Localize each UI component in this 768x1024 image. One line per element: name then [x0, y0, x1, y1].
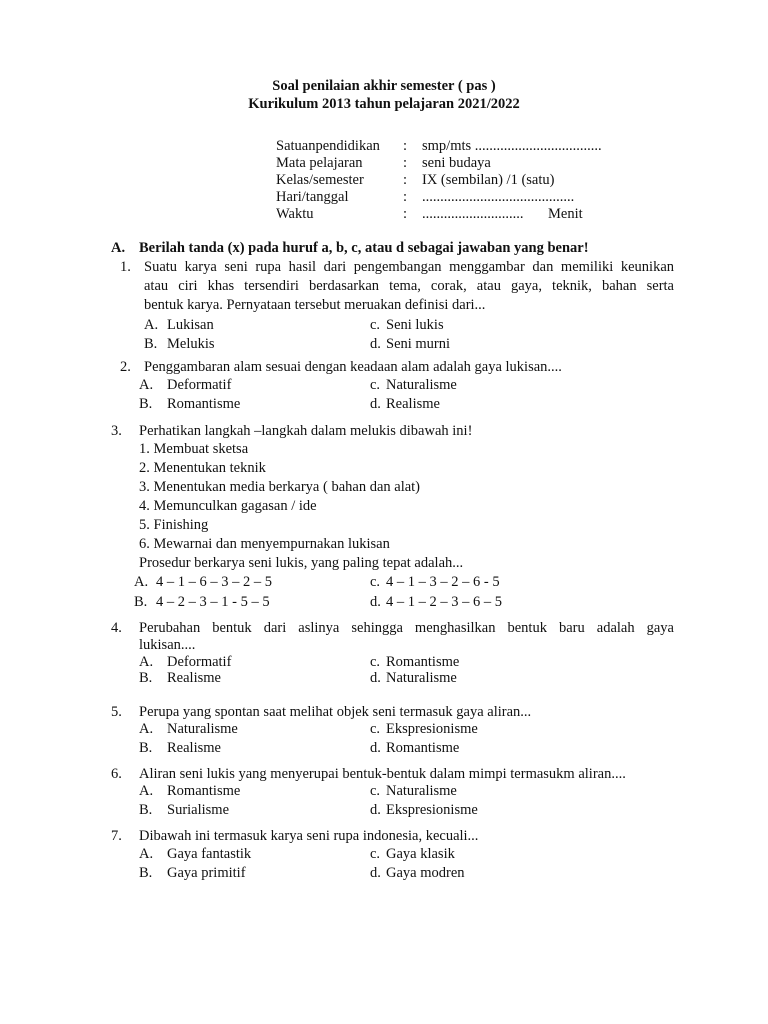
option-text[interactable]: Naturalisme — [386, 670, 457, 686]
option-letter[interactable]: A. — [144, 317, 159, 333]
question-text: Dibawah ini termasuk karya seni rupa indonesia, kecuali... — [139, 828, 479, 844]
question-text: Aliran seni lukis yang menyerupai bentuk-bentuk dalam mimpi termasukm aliran.... — [139, 766, 626, 782]
info-label-school: Satuanpendidikan — [276, 138, 380, 154]
option-letter[interactable]: d. — [370, 802, 381, 818]
info-sep: : — [403, 189, 408, 205]
step-item: 6. Mewarnai dan menyempurnakan lukisan — [139, 536, 390, 552]
option-text[interactable]: Deformatif — [167, 654, 232, 670]
option-letter[interactable]: A. — [139, 846, 154, 862]
option-text[interactable]: Naturalisme — [386, 783, 457, 799]
option-letter[interactable]: c. — [370, 574, 381, 590]
question-number: 7. — [111, 828, 122, 844]
info-value-date: .......................................... — [422, 189, 575, 205]
exam-title-line2: Kurikulum 2013 tahun pelajaran 2021/2022 — [248, 96, 520, 112]
info-label-class: Kelas/semester — [276, 172, 364, 188]
option-letter[interactable]: c. — [370, 317, 381, 333]
question-text: Perupa yang spontan saat melihat objek seni termasuk gaya aliran... — [139, 704, 532, 720]
option-text[interactable]: Gaya klasik — [386, 846, 455, 862]
question-number: 5. — [111, 704, 122, 720]
option-text[interactable]: 4 – 1 – 2 – 3 – 6 – 5 — [386, 594, 502, 610]
option-letter[interactable]: c. — [370, 654, 381, 670]
option-letter[interactable]: B. — [139, 802, 153, 818]
option-letter[interactable]: c. — [370, 846, 381, 862]
option-text[interactable]: Gaya primitif — [167, 865, 246, 881]
option-letter[interactable]: A. — [139, 783, 154, 799]
info-value-class: IX (sembilan) /1 (satu) — [422, 172, 555, 188]
option-letter[interactable]: A. — [139, 654, 154, 670]
option-text[interactable]: Melukis — [167, 336, 215, 352]
option-text[interactable]: Romantisme — [167, 396, 241, 412]
option-letter[interactable]: A. — [134, 574, 149, 590]
question-text: Suatu karya seni rupa hasil dari pengembangan menggambar dan memiliki keunikan — [144, 259, 674, 275]
option-letter[interactable]: d. — [370, 336, 381, 352]
info-sep: : — [403, 172, 408, 188]
step-item: 3. Menentukan media berkarya ( bahan dan alat) — [139, 479, 421, 495]
option-letter[interactable]: B. — [139, 865, 153, 881]
section-instruction: Berilah tanda (x) pada huruf a, b, c, atau d sebagai jawaban yang benar! — [139, 240, 589, 256]
option-letter[interactable]: B. — [134, 594, 148, 610]
option-text[interactable]: Lukisan — [167, 317, 214, 333]
info-value-subject: seni budaya — [422, 155, 491, 171]
info-value-time: ............................ — [422, 206, 524, 222]
option-text[interactable]: Romantisme — [386, 740, 460, 756]
option-letter[interactable]: B. — [144, 336, 158, 352]
step-item: 5. Finishing — [139, 517, 209, 533]
question-number: 6. — [111, 766, 122, 782]
option-letter[interactable]: d. — [370, 670, 381, 686]
option-letter[interactable]: d. — [370, 396, 381, 412]
option-text[interactable]: Seni lukis — [386, 317, 444, 333]
step-item: 1. Membuat sketsa — [139, 441, 249, 457]
option-text[interactable]: Surialisme — [167, 802, 230, 818]
info-sep: : — [403, 206, 408, 222]
info-label-time: Waktu — [276, 206, 314, 222]
option-text[interactable]: Deformatif — [167, 377, 232, 393]
option-letter[interactable]: c. — [370, 721, 381, 737]
info-label-date: Hari/tanggal — [276, 189, 349, 205]
info-sep: : — [403, 138, 408, 154]
question-number: 2. — [120, 359, 131, 375]
option-letter[interactable]: d. — [370, 740, 381, 756]
option-text[interactable]: Gaya modren — [386, 865, 465, 881]
question-text: bentuk karya. Pernyataan tersebut meruakan definisi dari... — [144, 297, 486, 313]
question-text: lukisan.... — [139, 637, 196, 653]
info-unit-time: Menit — [548, 206, 583, 222]
option-letter[interactable]: B. — [139, 670, 153, 686]
step-item: 2. Menentukan teknik — [139, 460, 266, 476]
option-letter[interactable]: d. — [370, 594, 381, 610]
option-text[interactable]: 4 – 1 – 6 – 3 – 2 – 5 — [156, 574, 272, 590]
option-text[interactable]: Realisme — [167, 670, 221, 686]
option-text[interactable]: Ekspresionisme — [386, 802, 478, 818]
option-text[interactable]: Naturalisme — [167, 721, 238, 737]
info-sep: : — [403, 155, 408, 171]
question-text: Penggambaran alam sesuai dengan keadaan alam adalah gaya lukisan.... — [144, 359, 562, 375]
option-letter[interactable]: d. — [370, 865, 381, 881]
option-text[interactable]: Seni murni — [386, 336, 451, 352]
section-letter: A. — [111, 240, 126, 256]
option-letter[interactable]: B. — [139, 740, 153, 756]
question-prompt: Prosedur berkarya seni lukis, yang paling tepat adalah... — [139, 555, 464, 571]
question-number: 1. — [120, 259, 131, 275]
option-text[interactable]: Realisme — [167, 740, 221, 756]
option-text[interactable]: Romantisme — [167, 783, 241, 799]
info-value-school: smp/mts ................................... — [422, 138, 602, 154]
option-letter[interactable]: c. — [370, 377, 381, 393]
question-text: Perhatikan langkah –langkah dalam melukis dibawah ini! — [139, 423, 473, 439]
option-letter[interactable]: A. — [139, 721, 154, 737]
option-text[interactable]: Ekspresionisme — [386, 721, 478, 737]
question-text: Perubahan bentuk dari aslinya sehingga menghasilkan bentuk baru adalah gaya — [139, 620, 674, 636]
option-letter[interactable]: A. — [139, 377, 154, 393]
option-letter[interactable]: c. — [370, 783, 381, 799]
option-text[interactable]: Realisme — [386, 396, 440, 412]
question-text: atau ciri khas tersendiri berdasarkan tema, corak, atau gaya, teknik, bahan serta — [144, 278, 674, 294]
option-text[interactable]: Naturalisme — [386, 377, 457, 393]
option-text[interactable]: Gaya fantastik — [167, 846, 252, 862]
exam-title-line1: Soal penilaian akhir semester ( pas ) — [272, 78, 496, 94]
option-text[interactable]: 4 – 1 – 3 – 2 – 6 - 5 — [386, 574, 500, 590]
option-text[interactable]: 4 – 2 – 3 – 1 - 5 – 5 — [156, 594, 270, 610]
question-number: 3. — [111, 423, 122, 439]
option-letter[interactable]: B. — [139, 396, 153, 412]
step-item: 4. Memunculkan gagasan / ide — [139, 498, 317, 514]
question-number: 4. — [111, 620, 122, 636]
option-text[interactable]: Romantisme — [386, 654, 460, 670]
info-label-subject: Mata pelajaran — [276, 155, 363, 171]
